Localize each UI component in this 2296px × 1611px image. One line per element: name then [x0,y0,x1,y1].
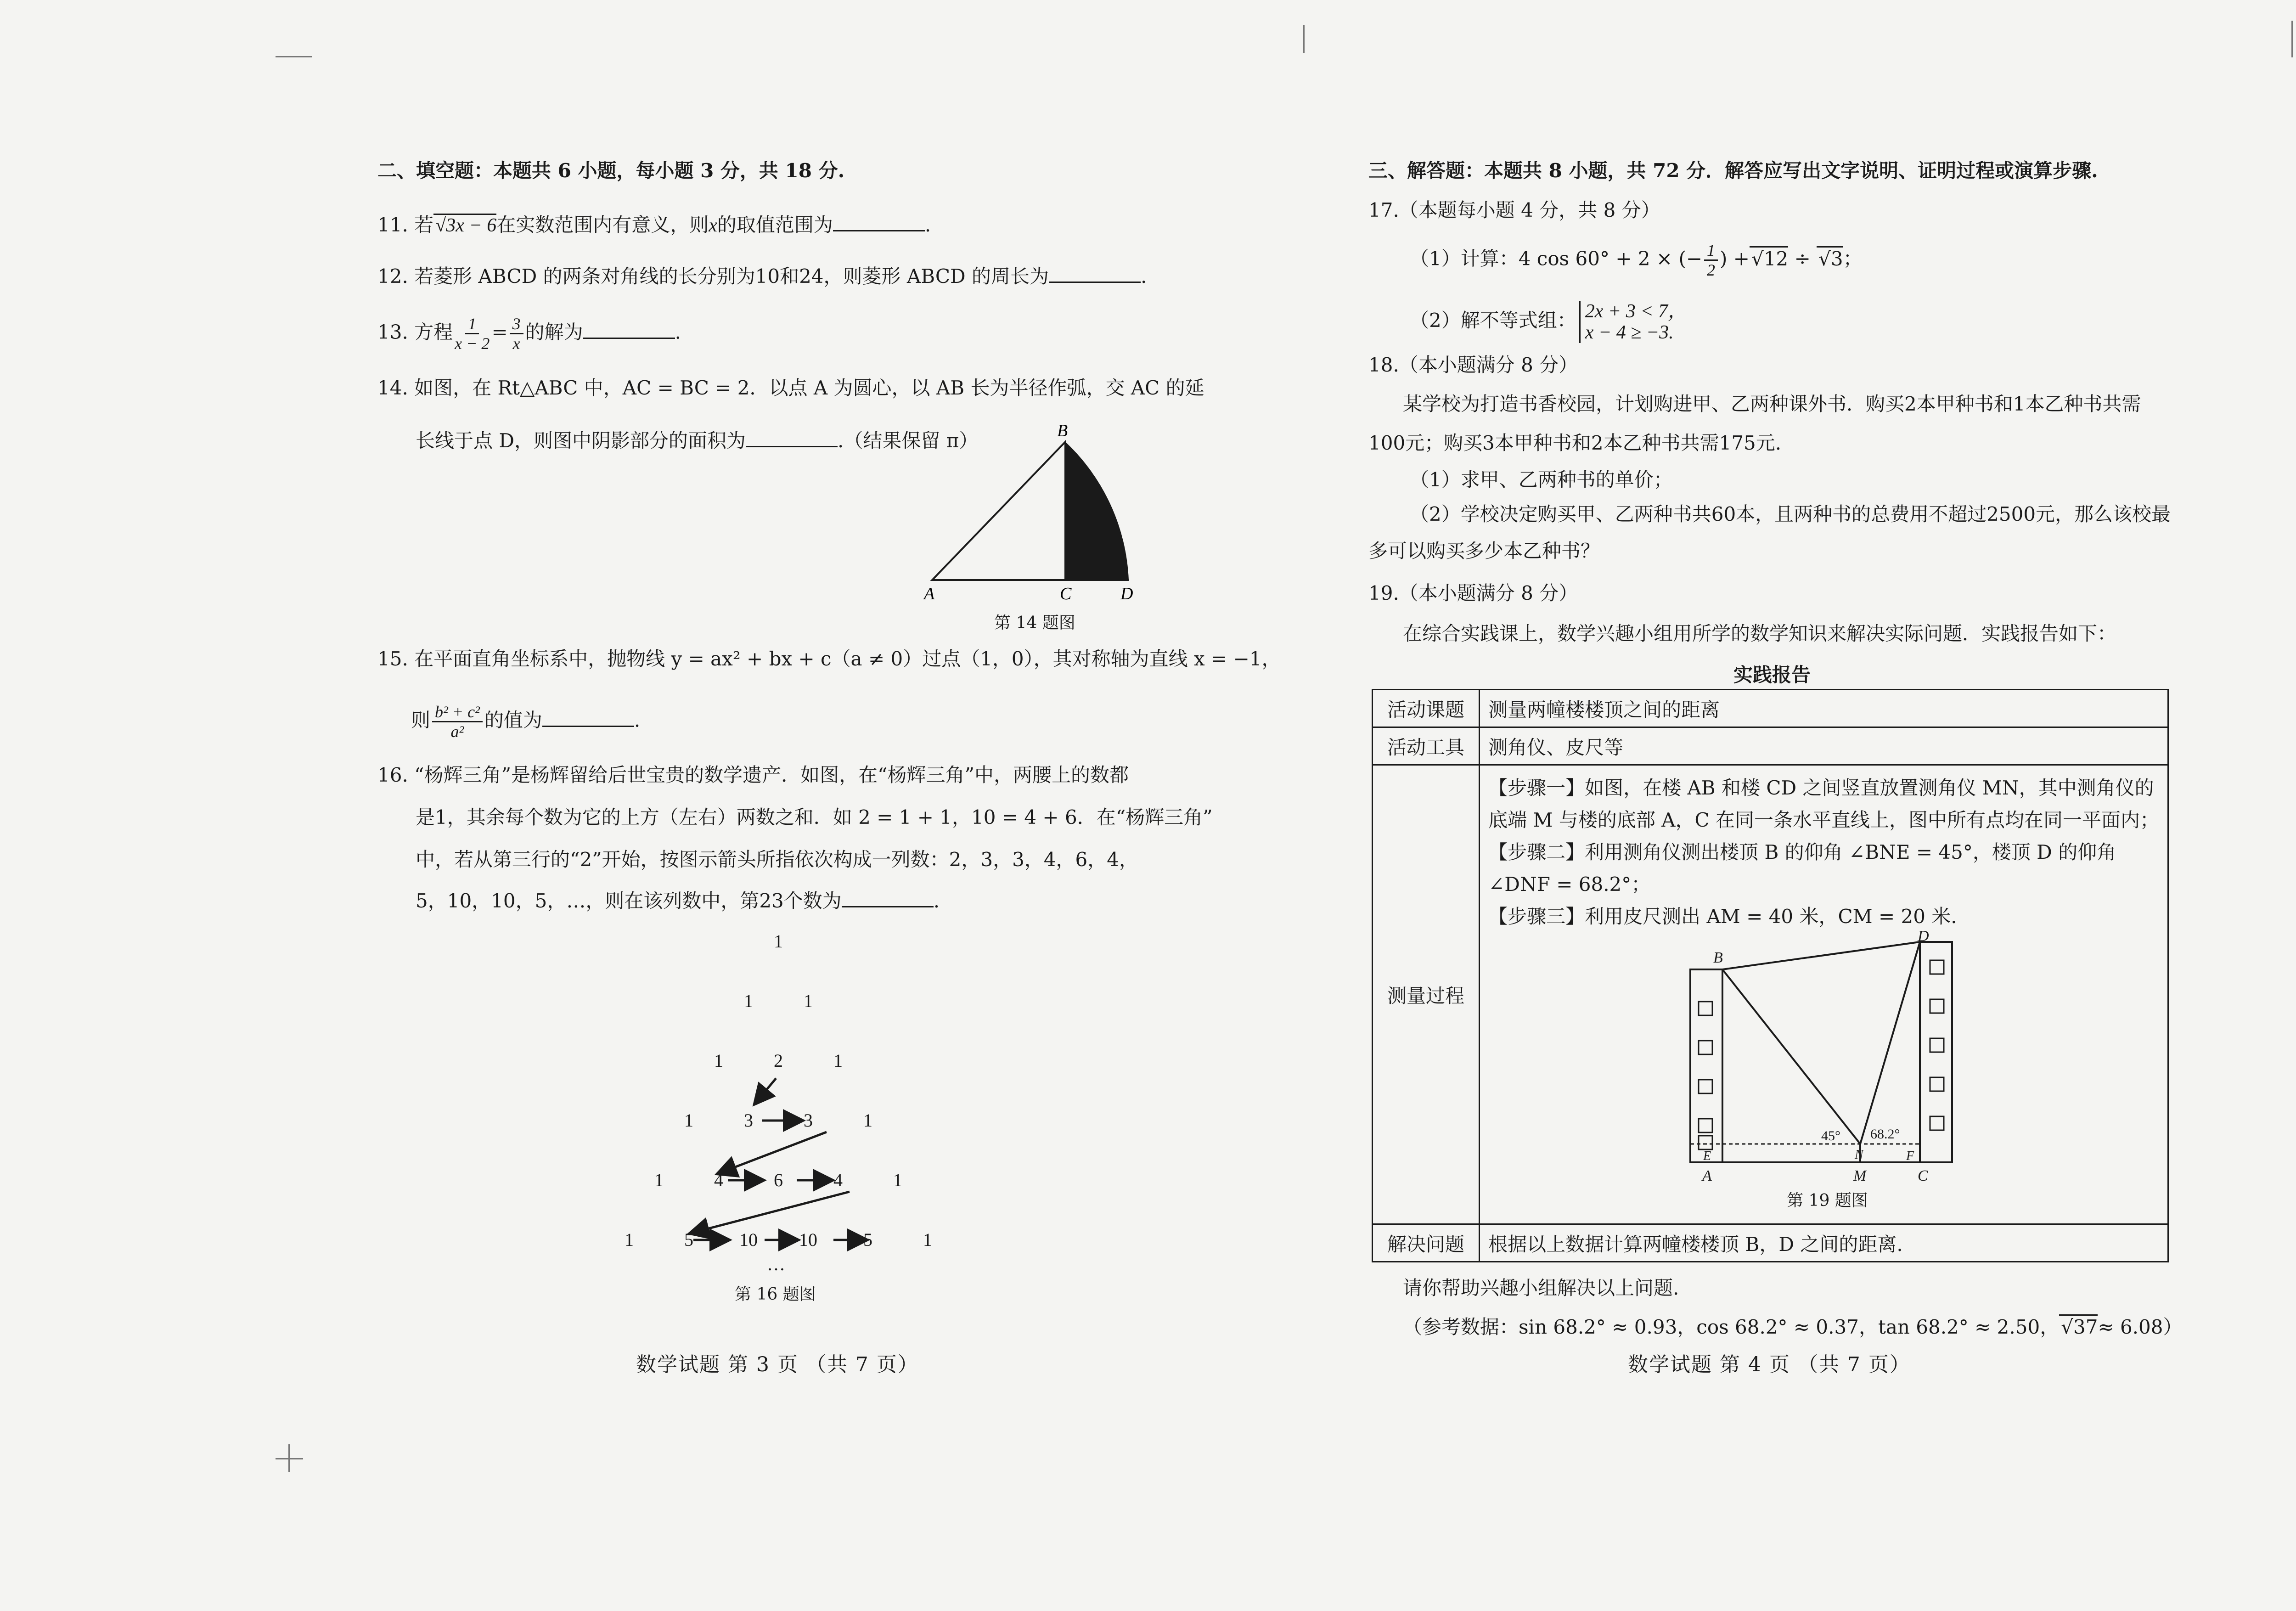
sight-line-nb [1722,969,1860,1144]
step-2-line-b: ∠DNF = 68.2°； [1488,873,1651,896]
yanghui-number: 5 [684,1229,693,1250]
q17-p1-e: ； [1843,247,1863,270]
q19-ref-a: （参考数据：sin 68.2° ≈ 0.93，cos 68.2° ≈ 0.37，tan 68.2° ≈ 2.50， [1403,1316,2060,1338]
yanghui-number: 5 [863,1229,872,1250]
question-18-head: 18.（本小题满分 8 分） [1368,354,1578,376]
q12-end: . [1141,265,1147,287]
yanghui-number: 1 [774,931,783,952]
yanghui-number: 3 [804,1110,813,1131]
yanghui-dots: … [767,1254,785,1274]
q14-label-d: D [1120,584,1133,603]
question-15-line-1: 15. 在平面直角坐标系中，抛物线 y = ax² + bx + c（a ≠ 0）过点（1，0），其对称轴为直线 x = −1， [377,648,1281,670]
q14-text-a: 长线于点 D，则图中阴影部分的面积为 [416,429,746,452]
yanghui-number: 1 [684,1110,693,1131]
yanghui-number: 4 [833,1170,843,1190]
yanghui-number: 1 [654,1170,664,1190]
question-19-intro: 在综合实践课上，数学兴趣小组用所学的数学知识来解决实际问题．实践报告如下： [1403,622,2117,645]
table-row [1373,690,2168,727]
row-value-tools: 测角仪、皮尺等 [1480,727,2168,765]
q17-p1-radical-2: √3 [1817,246,1843,270]
segment-bd [1722,942,1920,969]
q17-p1-num: 1 [1704,241,1718,261]
step-1-line-a: 【步骤一】如图，在楼 AB 和楼 CD 之间竖直放置测角仪 MN，其中测角仪的 [1488,777,2154,799]
q11-end: . [924,214,931,236]
yanghui-number: 4 [714,1170,723,1190]
fig19-label-b: B [1713,949,1723,966]
row-value-topic: 测量两幢楼楼顶之间的距离 [1480,690,2168,727]
yanghui-number: 1 [714,1050,723,1071]
yanghui-number: 6 [774,1170,783,1190]
q19-figure [1663,928,1993,1185]
q17-p1-b: ) + [1720,247,1750,270]
report-title: 实践报告 [1733,664,1811,686]
row-value-solve: 根据以上数据计算两幢楼楼顶 B，D 之间的距离. [1480,1224,2168,1262]
table-row [1373,727,2168,765]
question-17-head: 17.（本题每小题 4 分，共 8 分） [1368,199,1660,221]
yanghui-number: 10 [799,1229,817,1250]
q19-ref-radical: √37 [2059,1314,2098,1338]
yanghui-number: 2 [774,1050,783,1071]
q17-ineq-2: x − 4 ≥ −3. [1585,322,1674,343]
sight-line-nd [1860,942,1920,1144]
q19-caption: 第 19 题图 [1787,1191,1868,1210]
right-page-footer: 数学试题 第 4 页 （共 7 页） [1628,1353,1911,1376]
q11-radicand: 3x − 6 [446,215,497,236]
fig19-angle-45: 45° [1821,1128,1841,1143]
question-18-line-2: 100元；购买3本甲种书和2本乙种书共需175元. [1368,432,1782,454]
question-18-line-4: （2）学校决定购买甲、乙两种书共60本，且两种书的总费用不超过2500元，那么该校最 [1410,503,2171,525]
q14-text-b: .（结果保留 π） [838,429,979,452]
q19-reference-data [1403,1313,2182,1341]
q15-den: a² [450,722,464,741]
fig19-label-d: D [1918,928,1929,945]
q11-text-b: 在实数范围内有意义，则 [496,214,709,236]
row-header-process: 测量过程 [1373,765,1480,1224]
arrow-4-to-5 [691,1192,850,1233]
arrow-2-to-3 [755,1078,776,1103]
q17-inequality-system [1579,301,1687,343]
q15-num: b² + c² [432,703,483,722]
fig19-label-c: C [1918,1167,1928,1184]
right-page [1171,0,2296,1611]
fig19-label-f: F [1906,1149,1914,1163]
yanghui-number: 3 [744,1110,753,1131]
q13-end: . [675,321,681,344]
step-1-line-b: 底端 M 与楼的底部 A，C 在同一条水平直线上，图中所有点均在同一平面内； [1488,809,2159,831]
q14-label-b: B [1057,421,1068,440]
q14-label-a: A [924,584,935,603]
fig19-label-a: A [1702,1167,1712,1184]
q17-p2: （2）解不等式组： [1410,309,1576,332]
practice-report-table [1372,689,2169,1262]
q15-end: . [634,709,641,732]
q19-ref-radicand: 37 [2073,1316,2098,1338]
yanghui-number: 10 [739,1229,758,1250]
q15-pre: 则 [411,709,431,732]
question-18-line-3: （1）求甲、乙两种书的单价； [1410,468,1673,491]
yanghui-number: 1 [744,991,753,1011]
q17-ineq-1: 2x + 3 < 7， [1585,301,1688,322]
q12-text: 12. 若菱形 ABCD 的两条对角线的长分别为10和24，则菱形 ABCD 的周长为 [377,265,1049,287]
fig19-angle-682: 68.2° [1870,1127,1900,1142]
q11-radical: √3x − 6 [433,214,496,236]
q13-den-1: x − 2 [455,334,490,353]
section-title-fill-in: 二、填空题：本题共 6 小题，每小题 3 分，共 18 分. [377,159,845,182]
q13-num-2: 3 [510,315,523,334]
q17-p1-radical-1: √12 [1750,246,1788,270]
section-title-solve: 三、解答题：本题共 8 小题，共 72 分．解答应写出文字说明、证明过程或演算步骤. [1368,159,2098,182]
row-header-tools: 活动工具 [1373,727,1480,765]
q11-text-a: 11. 若 [377,214,434,236]
question-19-head: 19.（本小题满分 8 分） [1368,582,1578,604]
q13-eq: = [491,321,508,344]
q11-var: x [709,215,717,236]
q19-ref-b: ≈ 6.08） [2098,1316,2183,1338]
arrow-3-to-4 [719,1132,827,1173]
q14-label-c: C [1060,584,1072,603]
row-header-topic: 活动课题 [1373,690,1480,727]
question-14-line-1: 14. 如图，在 Rt△ABC 中，AC = BC = 2．以点 A 为圆心，以 AB 长为半径作弧，交 AC 的延 [377,377,1204,399]
q17-p1-den: 2 [1707,261,1716,279]
table-row [1373,1224,2168,1262]
yanghui-number: 1 [833,1050,843,1071]
q13-text-b: 的解为 [525,321,583,344]
q17-p1-radicand-1: 12 [1763,247,1789,270]
q13-text-a: 13. 方程 [377,321,453,344]
fig19-label-e: E [1703,1149,1711,1163]
q15-post: 的值为 [484,709,542,732]
step-3-line: 【步骤三】利用皮尺测出 AM = 40 米，CM = 20 米. [1488,905,1957,928]
building-ab [1690,969,1722,1162]
left-page-footer: 数学试题 第 3 页 （共 7 页） [636,1353,919,1376]
question-16-line-1: 16. “杨辉三角”是杨辉留给后世宝贵的数学遗产．如图，在“杨辉三角”中，两腰上的数都 [377,764,1129,786]
q16-caption: 第 16 题图 [735,1285,816,1304]
question-17-part-2 [1410,301,1687,343]
q11-text-c: 的取值范围为 [717,214,833,236]
row-header-solve: 解决问题 [1373,1224,1480,1262]
q17-p1-a: （1）计算：4 cos 60° + 2 × (− [1410,247,1703,270]
q16-text: 5，10，10，5，…，则在该列数中，第23个数为 [416,890,842,912]
yanghui-number: 1 [893,1170,902,1190]
q19-help: 请你帮助兴趣小组解决以上问题. [1403,1277,1679,1299]
q19-figure-area [1488,928,2159,1213]
q17-p1-fraction [1704,241,1718,279]
row-value-process [1480,765,2168,1224]
question-18-line-1: 某学校为打造书香校园，计划购进甲、乙两种课外书．购买2本甲种书和1本乙种书共需 [1403,393,2141,415]
q14-caption: 第 14 题图 [994,614,1075,632]
q13-num-1: 1 [465,315,479,334]
question-16-line-3: 中，若从第三行的“2”开始，按图示箭头所指依次构成一列数：2，3，3，4，6，4， [416,848,1138,871]
yanghui-number: 1 [625,1229,634,1250]
q17-p1-c: ÷ [1794,247,1811,270]
step-2-line-a: 【步骤二】利用测角仪测出楼顶 B 的仰角 ∠BNE = 45°，楼顶 D 的仰角 [1488,841,2116,863]
q13-den-2: x [512,334,520,353]
fig19-label-m: M [1853,1167,1867,1184]
table-row [1373,765,2168,1224]
question-17-part-1 [1410,241,1863,279]
q17-p1-radicand-2: 3 [1830,247,1843,270]
yanghui-number: 1 [863,1110,872,1131]
question-16-line-2: 是1，其余每个数为它的上方（左右）两数之和．如 2 = 1 + 1，10 = 4 + 6．在“杨辉三角” [416,806,1213,828]
q16-end: . [933,890,940,912]
yanghui-number: 1 [804,991,813,1011]
fig19-label-n: N [1855,1148,1863,1162]
question-18-line-5: 多可以购买多少本乙种书？ [1368,540,1600,562]
yanghui-number: 1 [923,1229,932,1250]
